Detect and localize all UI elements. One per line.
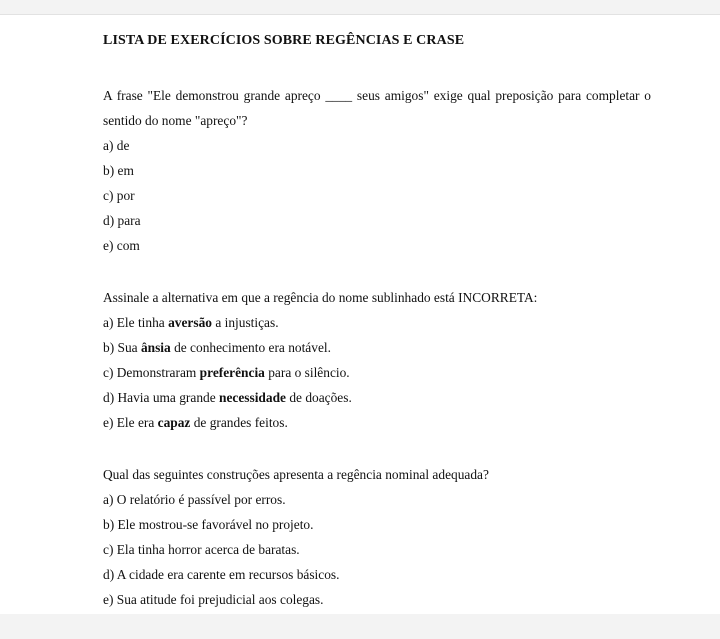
- option-text: c) por: [103, 188, 135, 203]
- question-1-option-a: [103, 133, 651, 158]
- question-2: [103, 285, 651, 435]
- option-keyword: necessidade: [219, 390, 286, 405]
- question-2-option-d: [103, 385, 651, 410]
- option-text: a) Ele tinha: [103, 315, 169, 330]
- question-1-option-d: [103, 208, 651, 233]
- option-text: de doações.: [285, 390, 352, 405]
- option-text: para o silêncio.: [264, 365, 350, 380]
- document-title: LISTA DE EXERCÍCIOS SOBRE REGÊNCIAS E CRASE: [103, 33, 465, 48]
- option-text: a injustiças.: [211, 315, 279, 330]
- question-1-option-c: [103, 183, 651, 208]
- option-text: de conhecimento era notável.: [170, 340, 331, 355]
- question-2-option-a: [103, 310, 651, 335]
- question-3-options: [103, 487, 651, 612]
- option-text: e) com: [103, 238, 140, 253]
- option-text: a) de: [103, 138, 130, 153]
- question-3-option-e: [103, 587, 651, 612]
- option-keyword: aversão: [168, 315, 212, 330]
- document-content: [103, 32, 651, 639]
- option-keyword: capaz: [157, 415, 191, 430]
- question-1-option-b: [103, 158, 651, 183]
- option-text: c) Ela tinha horror acerca de baratas.: [103, 542, 300, 557]
- question-3-option-c: [103, 537, 651, 562]
- option-text: d) Havia uma grande: [103, 390, 220, 405]
- option-text: d) para: [103, 213, 141, 228]
- option-text: b) Sua: [103, 340, 141, 355]
- question-2-options: [103, 310, 651, 435]
- option-text: d) A cidade era carente em recursos básicos.: [103, 567, 340, 582]
- option-text: b) em: [103, 163, 134, 178]
- question-2-stem: Assinale a alternativa em que a regência do nome sublinhado está INCORRETA:: [103, 290, 538, 305]
- option-text: e) Sua atitude foi prejudicial aos colegas.: [103, 592, 324, 607]
- option-text: b) Ele mostrou-se favorável no projeto.: [103, 517, 314, 532]
- question-3-stem: Qual das seguintes construções apresenta a regência nominal adequada?: [103, 467, 489, 482]
- question-1-option-e: [103, 233, 651, 258]
- option-keyword: ânsia: [140, 340, 171, 355]
- document-page: [0, 14, 720, 614]
- question-3-option-d: [103, 562, 651, 587]
- option-text: c) Demonstraram: [103, 365, 200, 380]
- question-1: [103, 83, 651, 258]
- question-3: [103, 462, 651, 612]
- question-2-option-e: [103, 410, 651, 435]
- question-2-option-c: [103, 360, 651, 385]
- option-keyword: preferência: [199, 365, 265, 380]
- option-text: a) O relatório é passível por erros.: [103, 492, 286, 507]
- question-1-stem: A frase "Ele demonstrou grande apreço ____ seus amigos" exige qual preposição para completar o sentido do nome "apreço"?: [103, 88, 651, 128]
- question-1-options: [103, 133, 651, 258]
- option-text: de grandes feitos.: [190, 415, 288, 430]
- question-3-option-b: [103, 512, 651, 537]
- option-text: e) Ele era: [103, 415, 158, 430]
- question-3-option-a: [103, 487, 651, 512]
- question-2-option-b: [103, 335, 651, 360]
